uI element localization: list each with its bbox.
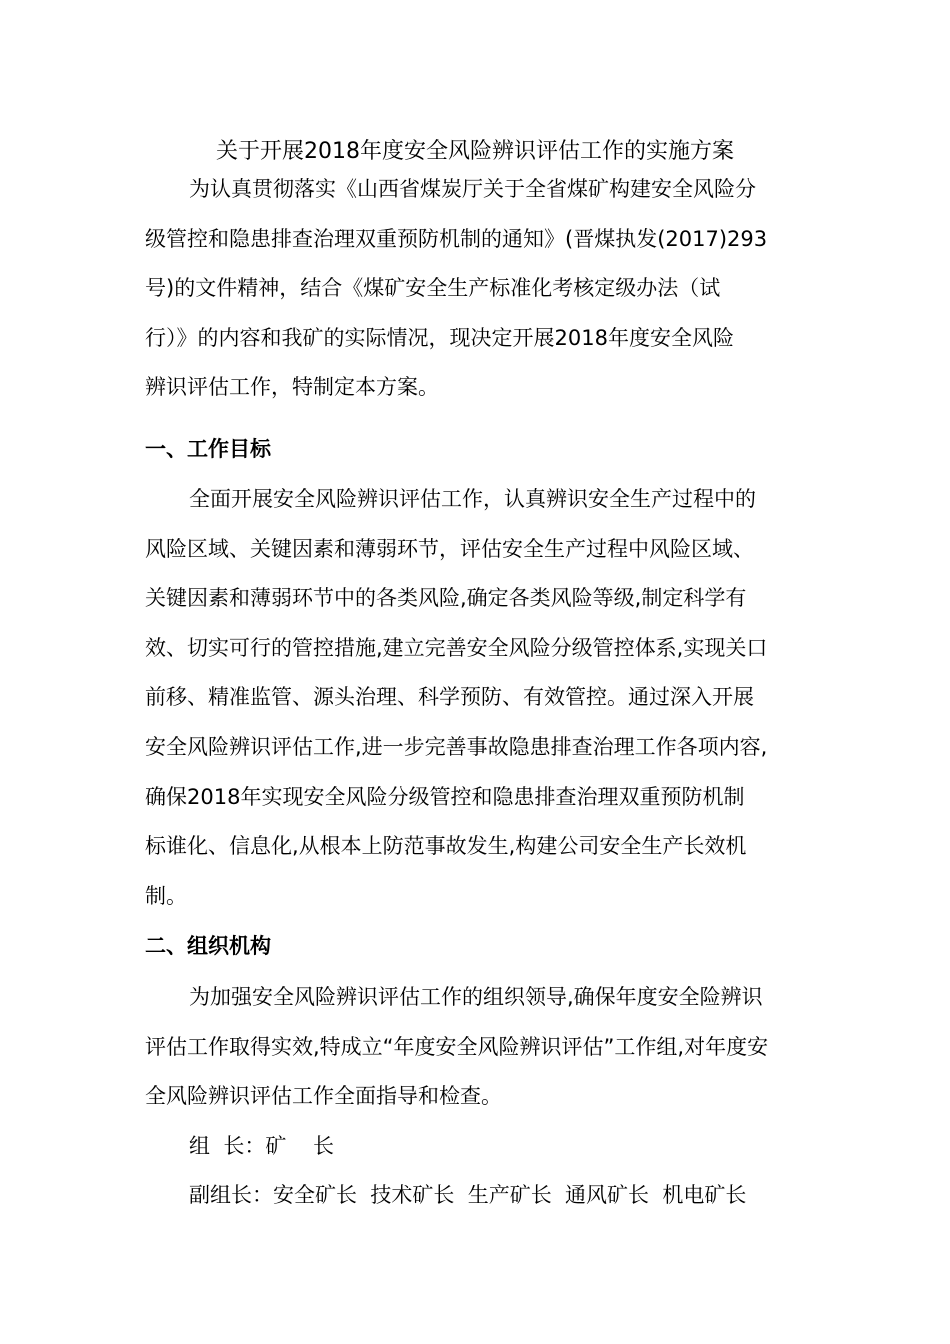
intro-line: 行）》的内容和我矿的实际情况，现决定开展2018年度安全风险 xyxy=(145,325,734,350)
goals-line: 全面开展安全风险辨识评估工作，认真辨识安全生产过程中的 xyxy=(189,487,756,511)
document-title: 关于开展2018年度安全风险辨识评估工作的实施方案 xyxy=(216,139,734,164)
intro-line: 辨识评估工作，特制定本方案。 xyxy=(145,375,439,400)
goals-line: 制。 xyxy=(145,883,187,908)
intro-line: 为认真贯彻落实《山西省煤炭厅关于全省煤矿构建安全风险分 xyxy=(189,177,756,201)
intro-line: 级管控和隐患排查治理双重预防机制的通知》(晋煤执发(2017)293 xyxy=(145,226,768,251)
deputy-leader-line: 副组长：安全矿长 技术矿长 生产矿长 通风矿长 机电矿长 xyxy=(189,1183,747,1207)
goals-line: 关键因素和薄弱环节中的各类风险,确定各类风险等级,制定科学有 xyxy=(145,586,747,611)
organization-line: 全风险辨识评估工作全面指导和检查。 xyxy=(145,1084,502,1109)
goals-line: 安全风险辨识评估工作,进一步完善事故隐患排查治理工作各项内容, xyxy=(145,734,768,759)
goals-line: 效、切实可行的管控措施,建立完善安全风险分级管控体系,实现关口 xyxy=(145,635,768,660)
organization-paragraph xyxy=(145,973,810,1122)
organization-line: 评估工作取得实效,特成立“年度安全风险辨识评估”工作组,对年度安 xyxy=(145,1034,769,1059)
goals-line: 前移、精准监管、源头治理、科学预防、有效管控。通过深入开展 xyxy=(145,685,754,710)
goals-paragraph xyxy=(145,475,810,921)
goals-line: 标谁化、信息化,从根本上防范事故发生,构建公司安全生产长效机 xyxy=(145,834,747,859)
goals-line: 确保2018年实现安全风险分级管控和隐患排查治理双重预防机制 xyxy=(145,784,745,809)
organization-line: 为加强安全风险辨识评估工作的组织领导,确保年度安全险辨识 xyxy=(189,985,763,1009)
goals-line: 风险区域、关键因素和薄弱环节，评估安全生产过程中风险区域、 xyxy=(145,536,754,561)
section-heading-organization: 二、组织机构 xyxy=(145,934,271,958)
intro-line: 号)的文件精神，结合《煤矿安全生产标准化考核定级办法（试 xyxy=(145,276,721,301)
intro-paragraph xyxy=(145,165,810,413)
group-leader-line: 组 长：矿 长 xyxy=(189,1134,335,1158)
section-heading-goals: 一、工作目标 xyxy=(145,437,271,461)
